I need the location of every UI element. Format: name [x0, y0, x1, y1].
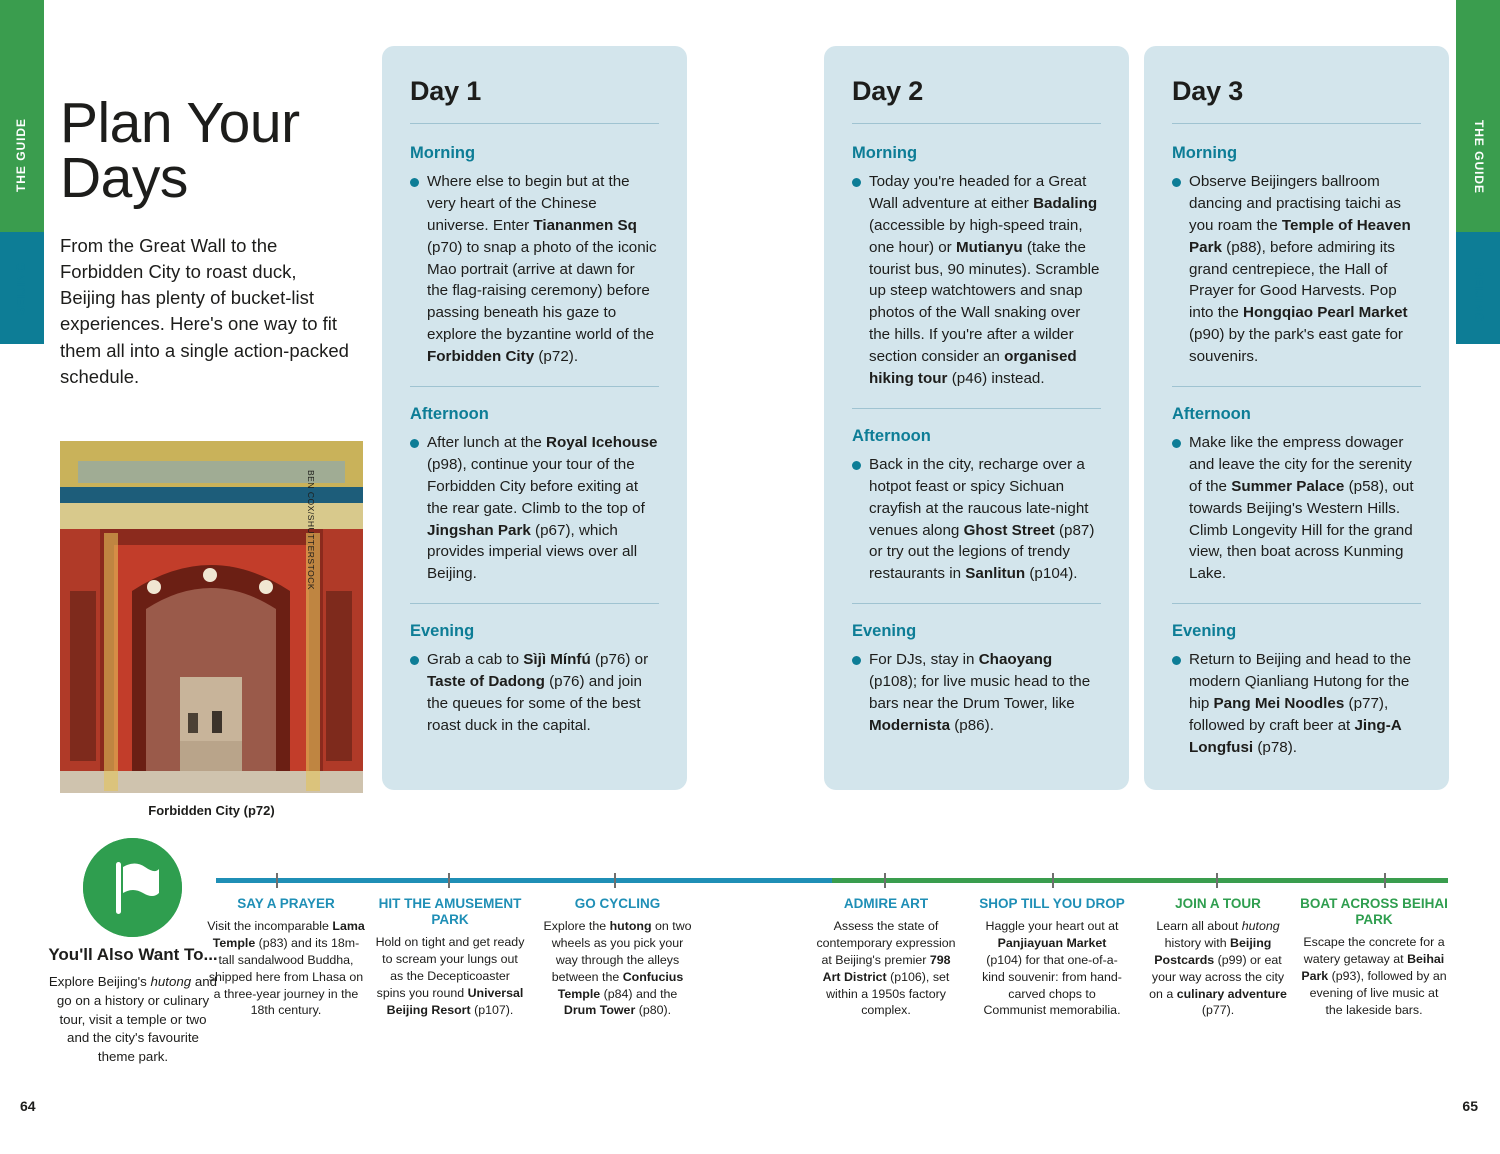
- bullet-dot-icon: [1172, 178, 1181, 187]
- day2-afternoon: [852, 427, 1101, 585]
- intro-paragraph: From the Great Wall to the Forbidden City to roast duck, Beijing has plenty of bucket-list experiences. Here's one way to fit them all into a single action-packed schedule.: [60, 234, 349, 387]
- day-card-2: [824, 46, 1129, 790]
- slot-text: Make like the empress dowager and leave the city for the serenity of the Summer Palace (p58), out towards Beijing's Western Hills. Climb Longevity Hill for the grand view, then boat across Kunming Lake.: [1189, 434, 1414, 583]
- timeline-body: Haggle your heart out at Panjiayuan Market (p104) for that one-of-a-kind souvenir: from hand-carved chops to Communist memorabilia.: [982, 919, 1122, 1018]
- bullet-dot-icon: [852, 656, 861, 665]
- bullet-dot-icon: [852, 461, 861, 470]
- timeline-item-admire-art: [812, 896, 960, 1019]
- bullet-dot-icon: [1172, 439, 1181, 448]
- photo-credit: BEN COX/SHUTTERSTOCK: [306, 470, 316, 591]
- tab-beijing-right: BEIJING: [1472, 268, 1486, 323]
- timeline-item-go-cycling: [540, 896, 695, 1019]
- slot-label: Morning: [852, 144, 918, 162]
- slot-label: Afternoon: [410, 405, 489, 424]
- page-title: Plan Your Days: [60, 91, 300, 211]
- divider: [410, 123, 659, 124]
- timeline-item-say-a-prayer: [206, 896, 366, 1019]
- divider: [410, 386, 659, 387]
- timeline-tick: [1216, 873, 1218, 888]
- tab-beijing-left: BEIJING: [14, 262, 28, 317]
- slot-label: Morning: [1172, 144, 1238, 162]
- timeline-tick: [1384, 873, 1386, 888]
- flag-icon: [83, 838, 182, 937]
- day3-morning: [1172, 144, 1421, 368]
- timeline-heading: SHOP TILL YOU DROP: [979, 896, 1125, 911]
- slot-label: Morning: [410, 144, 476, 162]
- timeline-heading: SAY A PRAYER: [237, 896, 335, 911]
- divider: [410, 603, 659, 604]
- youll-also-block: [48, 945, 218, 1066]
- day3-evening: [1172, 622, 1421, 758]
- divider: [852, 603, 1101, 604]
- timeline-body: Assess the state of contemporary expression at Beijing's premier 798 Art District (p106), set within a 1950s factory complex.: [816, 919, 956, 1018]
- divider: [1172, 386, 1421, 387]
- bullet-dot-icon: [1172, 656, 1181, 665]
- timeline-body: Visit the incomparable Lama Temple (p83) and its 18m-tall sandalwood Buddha, shipped here from Lhasa on a three-year journey in the 18th century.: [207, 919, 365, 1018]
- bullet-dot-icon: [410, 178, 419, 187]
- timeline-heading: GO CYCLING: [574, 896, 661, 911]
- tab-the-guide-right: THE GUIDE: [1472, 120, 1486, 194]
- day-title: Day 1: [410, 76, 482, 106]
- timeline-tick: [448, 873, 450, 888]
- slot-label: Afternoon: [852, 426, 931, 445]
- timeline-heading: JOIN A TOUR: [1175, 896, 1261, 911]
- day-card-3: [1144, 46, 1449, 790]
- tab-the-guide-left: THE GUIDE: [14, 118, 28, 192]
- timeline-heading: HIT THE AMUSEMENT PARK: [378, 896, 522, 928]
- timeline-body: Escape the concrete for a watery getaway at Beihai Park (p93), followed by an evening of live music at the lakeside bars.: [1301, 935, 1447, 1017]
- timeline-heading: ADMIRE ART: [843, 896, 929, 911]
- divider: [852, 123, 1101, 124]
- slot-label: Evening: [410, 622, 475, 641]
- page-number-right: 65: [1462, 1098, 1478, 1114]
- timeline-body: Learn all about hutong history with Beijing Postcards (p99) or eat your way across the city on a culinary adventure (p77).: [1149, 919, 1287, 1018]
- timeline-tick: [884, 873, 886, 888]
- bullet-dot-icon: [410, 656, 419, 665]
- slot-text: Grab a cab to Sìjì Mínfú (p76) or Taste of Dadong (p76) and join the queues for some of the best roast duck in the capital.: [427, 651, 649, 734]
- slot-text: After lunch at the Royal Icehouse (p98), continue your tour of the Forbidden City before exiting at the rear gate. Climb to the top of Jingshan Park (p67), which provides imperial views over all Beijing.: [427, 434, 658, 583]
- flag-badge: [83, 838, 182, 937]
- timeline-tick: [614, 873, 616, 888]
- timeline-item-shop-till-you-drop: [978, 896, 1126, 1019]
- youll-also-title: You'll Also Want To...: [48, 945, 218, 964]
- day2-morning: [852, 144, 1101, 390]
- intro-block: [60, 91, 350, 390]
- slot-label: Afternoon: [1172, 405, 1251, 424]
- slot-text: For DJs, stay in Chaoyang (p108); for live music head to the bars near the Drum Tower, like Modernista (p86).: [869, 651, 1091, 734]
- timeline-item-boat-across-beihai-park: [1300, 896, 1448, 1019]
- timeline-item-join-a-tour: [1144, 896, 1292, 1019]
- slot-text: Observe Beijingers ballroom dancing and practising taichi as you roam the Temple of Heaven Park (p88), before admiring its grand centrepiece, the Hall of Prayer for Good Harvests. Pop into the Hongqiao Pearl Market (p90) by the park's east gate for souvenirs.: [1189, 173, 1411, 366]
- photo-caption: Forbidden City (p72): [148, 803, 275, 818]
- slot-text: Where else to begin but at the very heart of the Chinese universe. Enter Tiananmen Sq (p70) to snap a photo of the iconic Mao portrait (arrive at dawn for the flag-raising ceremony) before passing beneath his gaze to explore the byzantine world of the Forbidden City (p72).: [427, 173, 657, 366]
- timeline-item-amusement-park: [375, 896, 525, 1019]
- sidebar-accent-guide-left: [0, 0, 44, 232]
- day-title: Day 2: [852, 76, 924, 106]
- sidebar-accent-guide-right: [1456, 0, 1500, 232]
- slot-text: Today you're headed for a Great Wall adventure at either Badaling (accessible by high-speed train, one hour) or Mutianyu (take the tourist bus, 90 minutes). Scramble up steep watchtowers and snap photos of the Wall snaking over the hills. If you're after a wilder section consider an organised hiking tour (p46) instead.: [869, 173, 1100, 388]
- timeline-segment-blue: [216, 878, 832, 883]
- bullet-dot-icon: [410, 439, 419, 448]
- day1-afternoon: [410, 405, 659, 585]
- day2-evening: [852, 622, 1101, 737]
- page-number-left: 64: [20, 1098, 36, 1114]
- divider: [852, 408, 1101, 409]
- divider: [1172, 123, 1421, 124]
- slot-text: Return to Beijing and head to the modern Qianliang Hutong for the hip Pang Mei Noodles (p77), followed by craft beer at Jing-A Longfusi (p78).: [1189, 651, 1412, 756]
- timeline-tick: [1052, 873, 1054, 888]
- timeline-body: Hold on tight and get ready to scream your lungs out as the Decepticoaster spins you round Universal Beijing Resort (p107).: [375, 935, 525, 1017]
- day-title: Day 3: [1172, 76, 1244, 106]
- day1-morning: [410, 144, 659, 368]
- day3-afternoon: [1172, 405, 1421, 585]
- bullet-dot-icon: [852, 178, 861, 187]
- timeline-bar: [216, 878, 1448, 883]
- day-card-1: [382, 46, 687, 790]
- slot-label: Evening: [852, 622, 917, 641]
- slot-text: Back in the city, recharge over a hotpot feast or spicy Sichuan crayfish at the raucous late-night venues along Ghost Street (p87) or try out the legions of trendy restaurants in Sanlitun (p104).: [869, 455, 1095, 583]
- day1-evening: [410, 622, 659, 737]
- timeline-segment-green: [832, 878, 1448, 883]
- youll-also-body: Explore Beijing's hutong and go on a history or culinary tour, visit a temple or two and the city's favourite theme park.: [48, 974, 218, 1064]
- divider: [1172, 603, 1421, 604]
- timeline-tick: [276, 873, 278, 888]
- timeline-heading: BOAT ACROSS BEIHAI PARK: [1300, 896, 1448, 928]
- timeline-body: Explore the hutong on two wheels as you pick your way through the alleys between the Confucius Temple (p84) and the Drum Tower (p80).: [543, 919, 692, 1018]
- slot-label: Evening: [1172, 622, 1237, 641]
- forbidden-city-photo: [60, 441, 363, 793]
- photo-illustration: [60, 441, 363, 793]
